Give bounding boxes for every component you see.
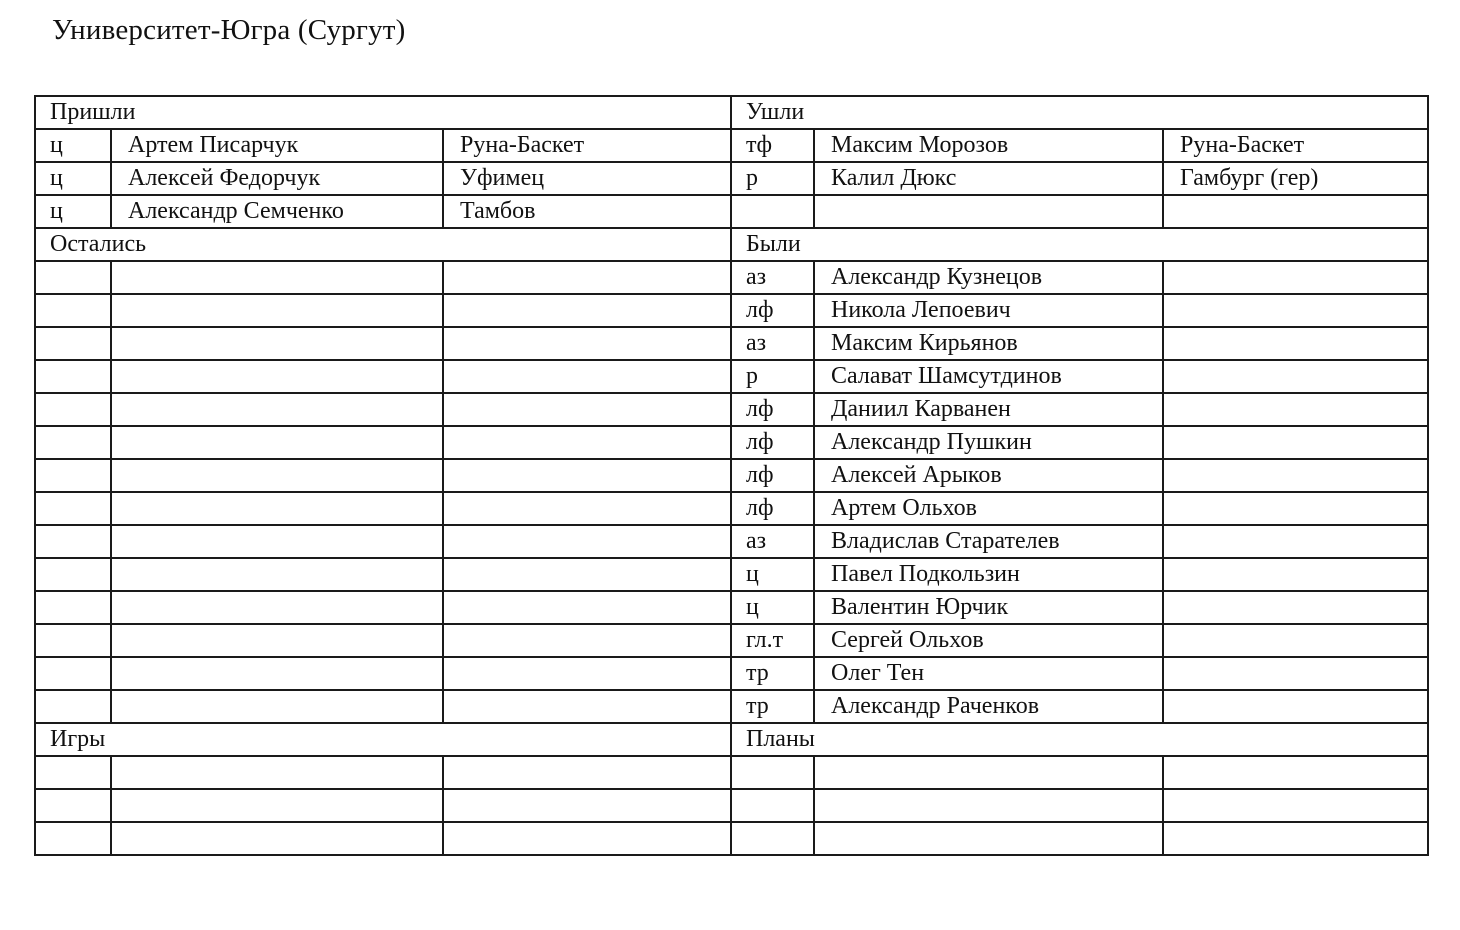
club-cell xyxy=(443,360,731,393)
position-cell xyxy=(35,261,111,294)
position-cell: лф xyxy=(731,492,814,525)
player-name-cell xyxy=(111,525,443,558)
player-name-cell xyxy=(111,756,443,789)
club-cell: Руна-Баскет xyxy=(1163,129,1428,162)
club-cell: Уфимец xyxy=(443,162,731,195)
player-name-cell xyxy=(111,393,443,426)
position-cell xyxy=(35,789,111,822)
transfer-row xyxy=(35,195,1428,228)
player-name-cell xyxy=(111,624,443,657)
club-cell xyxy=(1163,459,1428,492)
roster-row xyxy=(35,591,1428,624)
empty-row xyxy=(35,789,1428,822)
roster-row xyxy=(35,492,1428,525)
player-name-cell: Калил Дюкс xyxy=(814,162,1163,195)
club-cell xyxy=(443,525,731,558)
player-name-cell xyxy=(111,822,443,855)
position-cell xyxy=(731,822,814,855)
position-cell xyxy=(35,294,111,327)
club-cell xyxy=(1163,789,1428,822)
position-cell xyxy=(35,492,111,525)
empty-row xyxy=(35,822,1428,855)
player-name-cell: Сергей Ольхов xyxy=(814,624,1163,657)
club-cell xyxy=(443,261,731,294)
section-header-stayed: Остались xyxy=(35,228,731,261)
player-name-cell xyxy=(111,360,443,393)
position-cell xyxy=(35,822,111,855)
roster-row xyxy=(35,327,1428,360)
club-cell xyxy=(443,822,731,855)
roster-row xyxy=(35,459,1428,492)
player-name-cell: Александр Семченко xyxy=(111,195,443,228)
position-cell: лф xyxy=(731,393,814,426)
player-name-cell: Максим Кирьянов xyxy=(814,327,1163,360)
player-name-cell xyxy=(111,261,443,294)
position-cell xyxy=(35,360,111,393)
roster-row xyxy=(35,657,1428,690)
player-name-cell: Никола Лепоевич xyxy=(814,294,1163,327)
position-cell: гл.т xyxy=(731,624,814,657)
position-cell xyxy=(35,327,111,360)
position-cell xyxy=(35,393,111,426)
club-cell xyxy=(1163,690,1428,723)
player-name-cell xyxy=(814,789,1163,822)
club-cell xyxy=(1163,261,1428,294)
player-name-cell: Алексей Арыков xyxy=(814,459,1163,492)
section-header-plans: Планы xyxy=(731,723,1428,756)
position-cell: ц xyxy=(35,162,111,195)
roster-row xyxy=(35,426,1428,459)
roster-row xyxy=(35,525,1428,558)
club-cell xyxy=(443,393,731,426)
position-cell: аз xyxy=(731,327,814,360)
club-cell: Тамбов xyxy=(443,195,731,228)
player-name-cell xyxy=(814,756,1163,789)
section-header-row xyxy=(35,228,1428,261)
club-cell: Гамбург (гер) xyxy=(1163,162,1428,195)
position-cell xyxy=(35,690,111,723)
player-name-cell: Олег Тен xyxy=(814,657,1163,690)
player-name-cell: Артем Писарчук xyxy=(111,129,443,162)
document-title: Университет-Югра (Сургут) xyxy=(52,14,406,46)
section-header-left: Ушли xyxy=(731,96,1428,129)
club-cell xyxy=(1163,426,1428,459)
player-name-cell xyxy=(111,657,443,690)
position-cell xyxy=(731,195,814,228)
roster-row xyxy=(35,261,1428,294)
roster-row xyxy=(35,558,1428,591)
position-cell: тф xyxy=(731,129,814,162)
position-cell: тр xyxy=(731,657,814,690)
section-header-row xyxy=(35,96,1428,129)
roster-row xyxy=(35,393,1428,426)
club-cell xyxy=(443,426,731,459)
player-name-cell: Александр Раченков xyxy=(814,690,1163,723)
club-cell xyxy=(443,294,731,327)
player-name-cell: Артем Ольхов xyxy=(814,492,1163,525)
player-name-cell: Валентин Юрчик xyxy=(814,591,1163,624)
position-cell: лф xyxy=(731,426,814,459)
player-name-cell: Павел Подкользин xyxy=(814,558,1163,591)
section-header-were: Были xyxy=(731,228,1428,261)
position-cell xyxy=(731,789,814,822)
player-name-cell xyxy=(111,327,443,360)
club-cell xyxy=(1163,360,1428,393)
position-cell: р xyxy=(731,162,814,195)
position-cell: ц xyxy=(731,591,814,624)
position-cell: ц xyxy=(35,129,111,162)
club-cell xyxy=(1163,756,1428,789)
player-name-cell xyxy=(111,690,443,723)
club-cell xyxy=(443,657,731,690)
club-cell xyxy=(1163,327,1428,360)
position-cell: р xyxy=(731,360,814,393)
club-cell xyxy=(1163,558,1428,591)
transfer-row xyxy=(35,129,1428,162)
transfer-row xyxy=(35,162,1428,195)
club-cell xyxy=(443,624,731,657)
player-name-cell xyxy=(111,591,443,624)
position-cell xyxy=(35,426,111,459)
section-header-arrived: Пришли xyxy=(35,96,731,129)
position-cell xyxy=(35,525,111,558)
player-name-cell xyxy=(111,426,443,459)
player-name-cell xyxy=(111,558,443,591)
position-cell: тр xyxy=(731,690,814,723)
position-cell xyxy=(35,558,111,591)
roster-row xyxy=(35,624,1428,657)
position-cell xyxy=(35,591,111,624)
position-cell: аз xyxy=(731,525,814,558)
player-name-cell: Салават Шамсутдинов xyxy=(814,360,1163,393)
position-cell xyxy=(35,624,111,657)
roster-table xyxy=(34,95,1429,856)
section-header-row xyxy=(35,723,1428,756)
position-cell xyxy=(35,756,111,789)
player-name-cell: Владислав Старателев xyxy=(814,525,1163,558)
player-name-cell xyxy=(814,822,1163,855)
club-cell xyxy=(1163,822,1428,855)
club-cell xyxy=(1163,195,1428,228)
player-name-cell xyxy=(111,459,443,492)
club-cell xyxy=(1163,393,1428,426)
club-cell xyxy=(443,690,731,723)
section-header-games: Игры xyxy=(35,723,731,756)
roster-row xyxy=(35,360,1428,393)
club-cell xyxy=(1163,624,1428,657)
player-name-cell xyxy=(111,492,443,525)
player-name-cell: Александр Кузнецов xyxy=(814,261,1163,294)
roster-row xyxy=(35,690,1428,723)
club-cell xyxy=(1163,294,1428,327)
player-name-cell: Максим Морозов xyxy=(814,129,1163,162)
club-cell xyxy=(443,459,731,492)
player-name-cell: Даниил Карванен xyxy=(814,393,1163,426)
position-cell xyxy=(35,657,111,690)
club-cell xyxy=(1163,657,1428,690)
player-name-cell: Алексей Федорчук xyxy=(111,162,443,195)
position-cell: ц xyxy=(731,558,814,591)
club-cell xyxy=(443,558,731,591)
club-cell xyxy=(1163,525,1428,558)
position-cell xyxy=(35,459,111,492)
position-cell: ц xyxy=(35,195,111,228)
position-cell: аз xyxy=(731,261,814,294)
player-name-cell: Александр Пушкин xyxy=(814,426,1163,459)
empty-row xyxy=(35,756,1428,789)
roster-row xyxy=(35,294,1428,327)
club-cell xyxy=(443,591,731,624)
player-name-cell xyxy=(814,195,1163,228)
player-name-cell xyxy=(111,789,443,822)
club-cell xyxy=(443,789,731,822)
player-name-cell xyxy=(111,294,443,327)
club-cell xyxy=(1163,492,1428,525)
position-cell xyxy=(731,756,814,789)
club-cell xyxy=(443,492,731,525)
club-cell: Руна-Баскет xyxy=(443,129,731,162)
roster-body xyxy=(35,96,1428,855)
club-cell xyxy=(443,756,731,789)
position-cell: лф xyxy=(731,294,814,327)
club-cell xyxy=(1163,591,1428,624)
club-cell xyxy=(443,327,731,360)
position-cell: лф xyxy=(731,459,814,492)
